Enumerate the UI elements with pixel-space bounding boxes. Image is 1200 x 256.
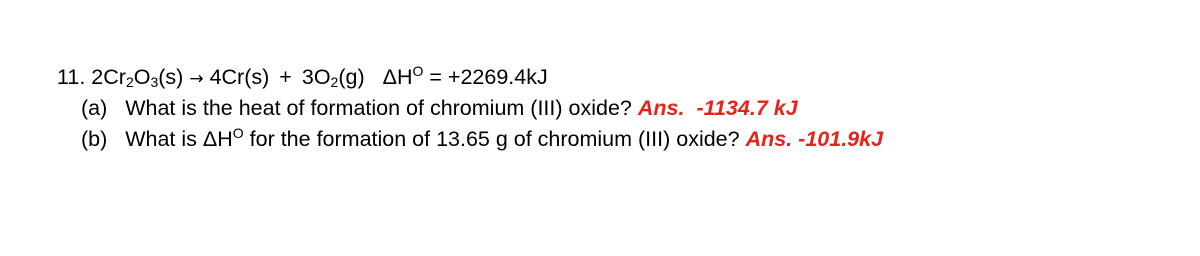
product-chromium-state: (s) <box>244 65 270 89</box>
chemistry-problem <box>57 62 883 155</box>
part-b-label: (b) <box>81 127 108 151</box>
reactant-subscript-o: 3 <box>150 74 159 90</box>
part-a-answer-value: -1134.7 kJ <box>696 96 798 120</box>
standard-degree-symbol: O <box>412 63 424 79</box>
plus-sign: + <box>279 65 292 89</box>
part-a-answer-label: Ans. <box>637 96 685 120</box>
product-oxygen-subscript: 2 <box>330 74 339 90</box>
part-b-degree-symbol: O <box>232 125 244 141</box>
reactant-element-o: O <box>133 65 151 89</box>
product-oxygen-state: (g) <box>338 65 365 89</box>
reactant-state: (s) <box>158 65 184 89</box>
part-a <box>57 93 883 124</box>
enthalpy-value: = +2269.4kJ <box>429 65 548 89</box>
equation-line <box>57 62 883 93</box>
reactant-element-cr: Cr <box>103 65 126 89</box>
reactant-subscript-cr: 2 <box>125 74 134 90</box>
product-chromium: 4Cr <box>209 65 245 89</box>
part-b-question-start: What is <box>125 127 197 151</box>
reactant-coefficient: 2 <box>91 65 104 89</box>
part-b-answer-label: Ans. <box>745 127 793 151</box>
product-oxygen: 3O <box>301 65 331 89</box>
problem-number: 11. <box>57 65 86 89</box>
part-b-answer-value: -101.9kJ <box>798 127 884 151</box>
part-b <box>57 124 883 155</box>
reaction-arrow: → <box>189 69 204 89</box>
enthalpy-symbol: ΔH <box>382 65 413 89</box>
part-a-label: (a) <box>81 96 108 120</box>
part-a-question: What is the heat of formation of chromium (III) oxide? <box>125 96 632 120</box>
part-b-enthalpy-symbol: ΔH <box>202 127 233 151</box>
part-b-question-end: for the formation of 13.65 g of chromium (III) oxide? <box>249 127 740 151</box>
